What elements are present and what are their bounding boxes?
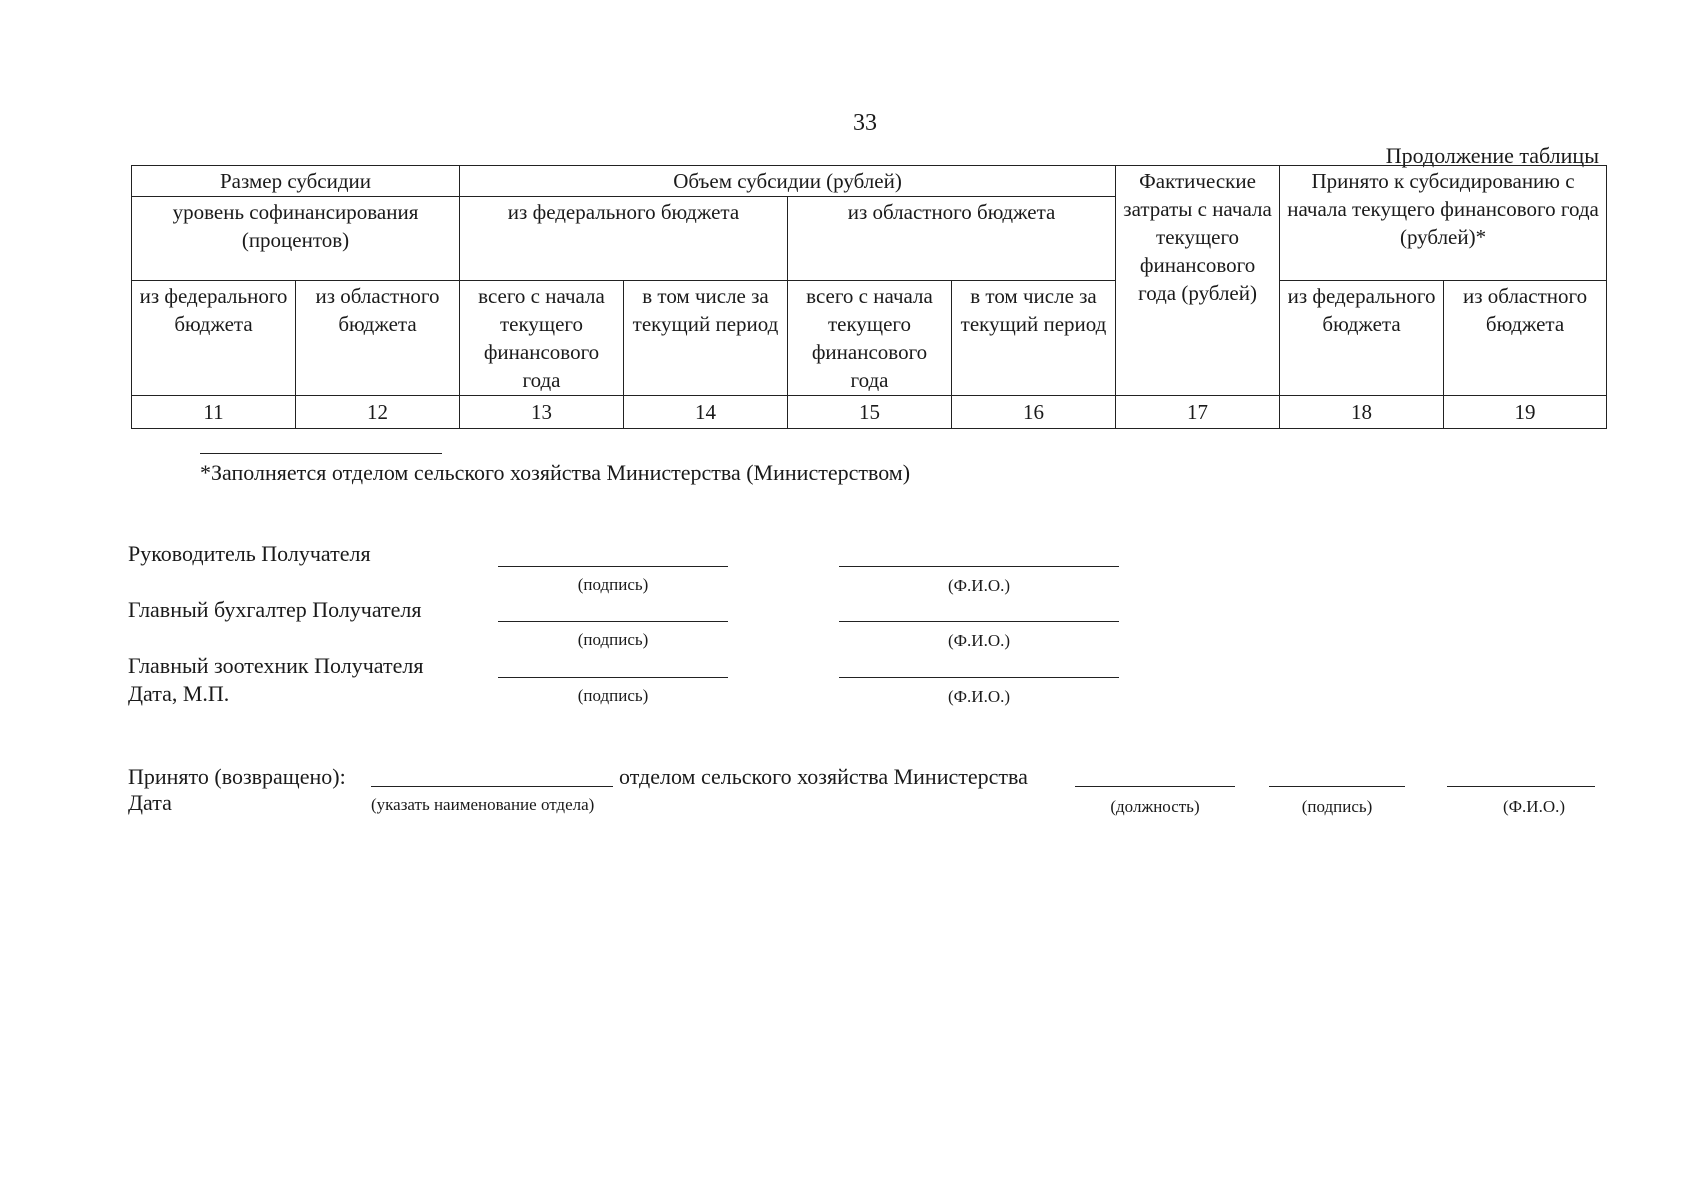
column-number: 11 — [132, 396, 296, 429]
dept-name-line[interactable] — [371, 786, 613, 787]
column-number: 14 — [624, 396, 788, 429]
column-number-row — [132, 396, 1607, 429]
position-caption: (должность) — [1110, 797, 1200, 816]
date-mp-label: Дата, М.П. — [128, 681, 230, 706]
header-col-13: всего с начала текущего финансового года — [460, 281, 624, 396]
continuation-label: Продолжение таблицы — [1385, 143, 1599, 168]
header-col-12: из областного бюджета — [296, 281, 460, 396]
signature-caption: (подпись) — [1301, 797, 1373, 816]
head-label: Руководитель Получателя — [128, 541, 371, 566]
column-number: 17 — [1116, 396, 1280, 429]
signature-caption: (подпись) — [577, 686, 649, 705]
page-number: 33 — [853, 110, 877, 136]
header-cofinancing: уровень софинансирования (процентов) — [132, 197, 460, 281]
header-reg-budget: из областного бюджета — [788, 197, 1116, 281]
header-col-15: всего с начала текущего финансового года — [788, 281, 952, 396]
zootech-signature-line[interactable] — [498, 677, 728, 678]
fio-caption: (Ф.И.О.) — [947, 687, 1011, 706]
zootech-fio-line[interactable] — [839, 677, 1119, 678]
head-fio-line[interactable] — [839, 566, 1119, 567]
fio-caption: (Ф.И.О.) — [1502, 797, 1566, 816]
header-col-18: из федерального бюджета — [1280, 281, 1444, 396]
accepted-label: Принято (возвращено): — [128, 764, 346, 789]
column-number: 19 — [1444, 396, 1607, 429]
header-accepted: Принято к субсидированию с начала текущего финансового года (рублей)* — [1280, 166, 1607, 281]
dept-caption: (указать наименование отдела) — [371, 795, 595, 814]
footnote-rule — [200, 453, 442, 454]
head-signature-line[interactable] — [498, 566, 728, 567]
column-number: 18 — [1280, 396, 1444, 429]
accountant-label: Главный бухгалтер Получателя — [128, 597, 422, 622]
fio-caption: (Ф.И.О.) — [947, 576, 1011, 595]
header-actual-costs: Фактические затраты с начала текущего финансового года (рублей) — [1116, 166, 1280, 396]
header-col-14: в том числе за текущий период — [624, 281, 788, 396]
accountant-fio-line[interactable] — [839, 621, 1119, 622]
footnote: *Заполняется отделом сельского хозяйства Министерства (Министерством) — [200, 460, 911, 485]
dept-text: отделом сельского хозяйства Министерства — [619, 764, 1028, 789]
acceptance-signature-line[interactable] — [1269, 786, 1405, 787]
column-number: 12 — [296, 396, 460, 429]
acceptance-date-label: Дата — [128, 790, 172, 815]
header-col-19: из областного бюджета — [1444, 281, 1607, 396]
zootech-label: Главный зоотехник Получателя — [128, 653, 424, 678]
subsidy-table — [131, 165, 1607, 429]
signature-caption: (подпись) — [577, 630, 649, 649]
header-subsidy-volume: Объем субсидии (рублей) — [460, 166, 1116, 197]
column-number: 13 — [460, 396, 624, 429]
acceptance-fio-line[interactable] — [1447, 786, 1595, 787]
header-col-11: из федерального бюджета — [132, 281, 296, 396]
header-col-16: в том числе за текущий период — [952, 281, 1116, 396]
accountant-signature-line[interactable] — [498, 621, 728, 622]
column-number: 15 — [788, 396, 952, 429]
header-fed-budget: из федерального бюджета — [460, 197, 788, 281]
column-number: 16 — [952, 396, 1116, 429]
header-subsidy-size: Размер субсидии — [132, 166, 460, 197]
position-line[interactable] — [1075, 786, 1235, 787]
fio-caption: (Ф.И.О.) — [947, 631, 1011, 650]
signature-caption: (подпись) — [577, 575, 649, 594]
